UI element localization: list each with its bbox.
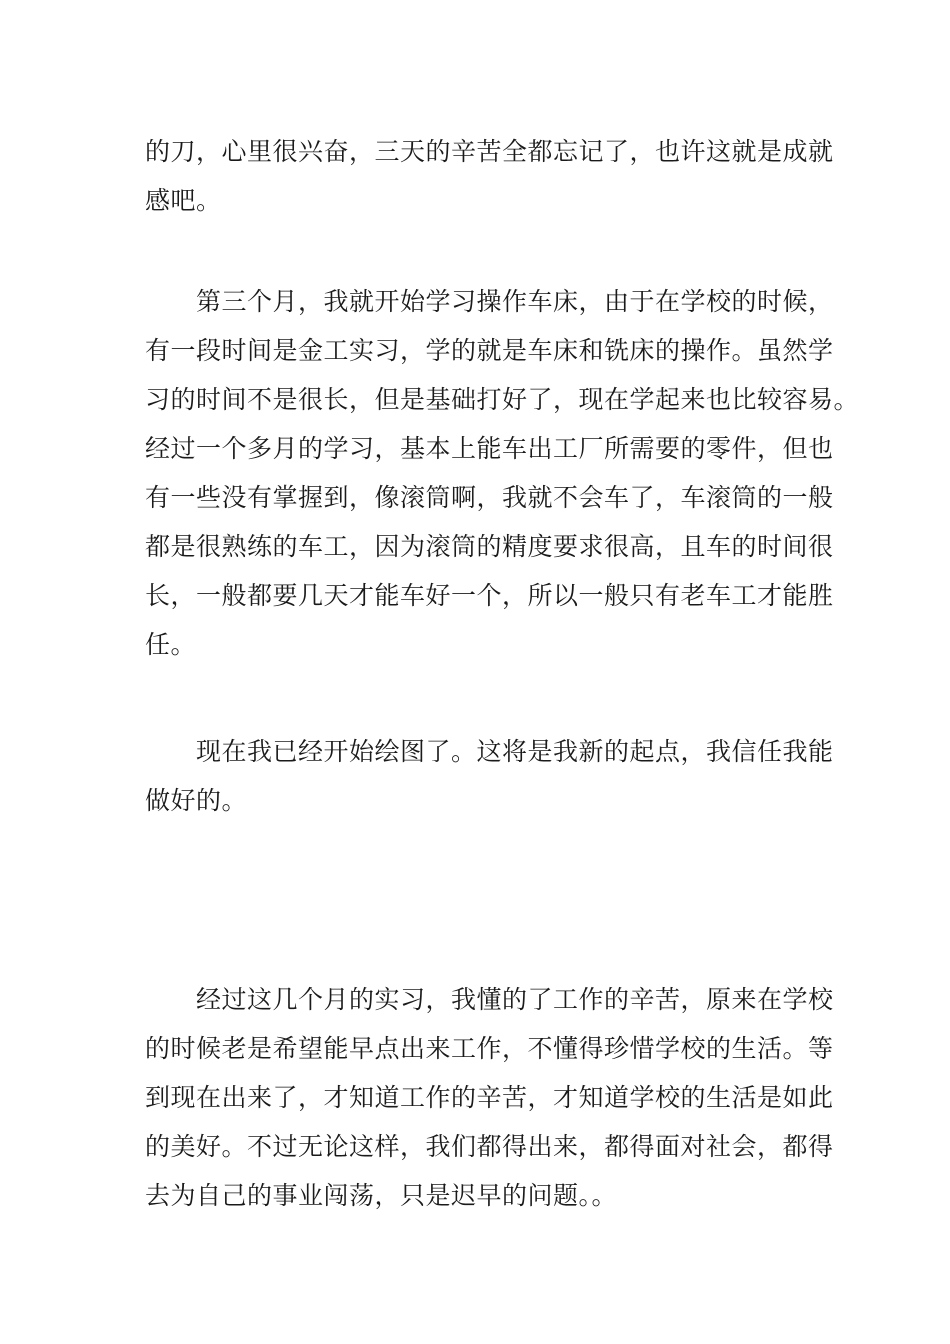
text-line: 的美好。不过无论这样，我们都得出来，都得面对社会，都得 [145,1132,834,1161]
text-line: 任。 [145,630,197,659]
paragraph-drawing [145,727,834,825]
text-line: 经过一个多月的学习，基本上能车出工厂所需要的零件，但也 [145,434,834,463]
text-line: 有一些没有掌握到，像滚筒啊，我就不会车了，车滚筒的一般 [145,483,834,512]
paragraph-conclusion [145,975,834,1220]
paragraph-third-month [145,277,860,669]
text-line: 的时候老是希望能早点出来工作，不懂得珍惜学校的生活。等 [145,1034,834,1063]
text-line: 现在我已经开始绘图了。这将是我新的起点，我信任我能 [145,737,834,766]
text-line: 经过这几个月的实习，我懂的了工作的辛苦，原来在学校 [145,985,834,1014]
text-line: 习的时间不是很长，但是基础打好了，现在学起来也比较容易。 [145,385,860,414]
text-line: 感吧。 [145,186,222,215]
text-line: 到现在出来了，才知道工作的辛苦，才知道学校的生活是如此 [145,1083,834,1112]
text-line: 的刀，心里很兴奋，三天的辛苦全都忘记了，也许这就是成就 [145,137,834,166]
text-line: 去为自己的事业闯荡，只是迟早的问题。。 [145,1181,618,1210]
text-line: 有一段时间是金工实习，学的就是车床和铣床的操作。虽然学 [145,336,834,365]
text-line: 第三个月，我就开始学习操作车床，由于在学校的时候， [145,287,834,316]
text-line: 都是很熟练的车工，因为滚筒的精度要求很高，且车的时间很 [145,532,834,561]
paragraph-continuation [145,127,834,225]
text-line: 做好的。 [145,786,248,815]
text-line: 长，一般都要几天才能车好一个，所以一般只有老车工才能胜 [145,581,834,610]
